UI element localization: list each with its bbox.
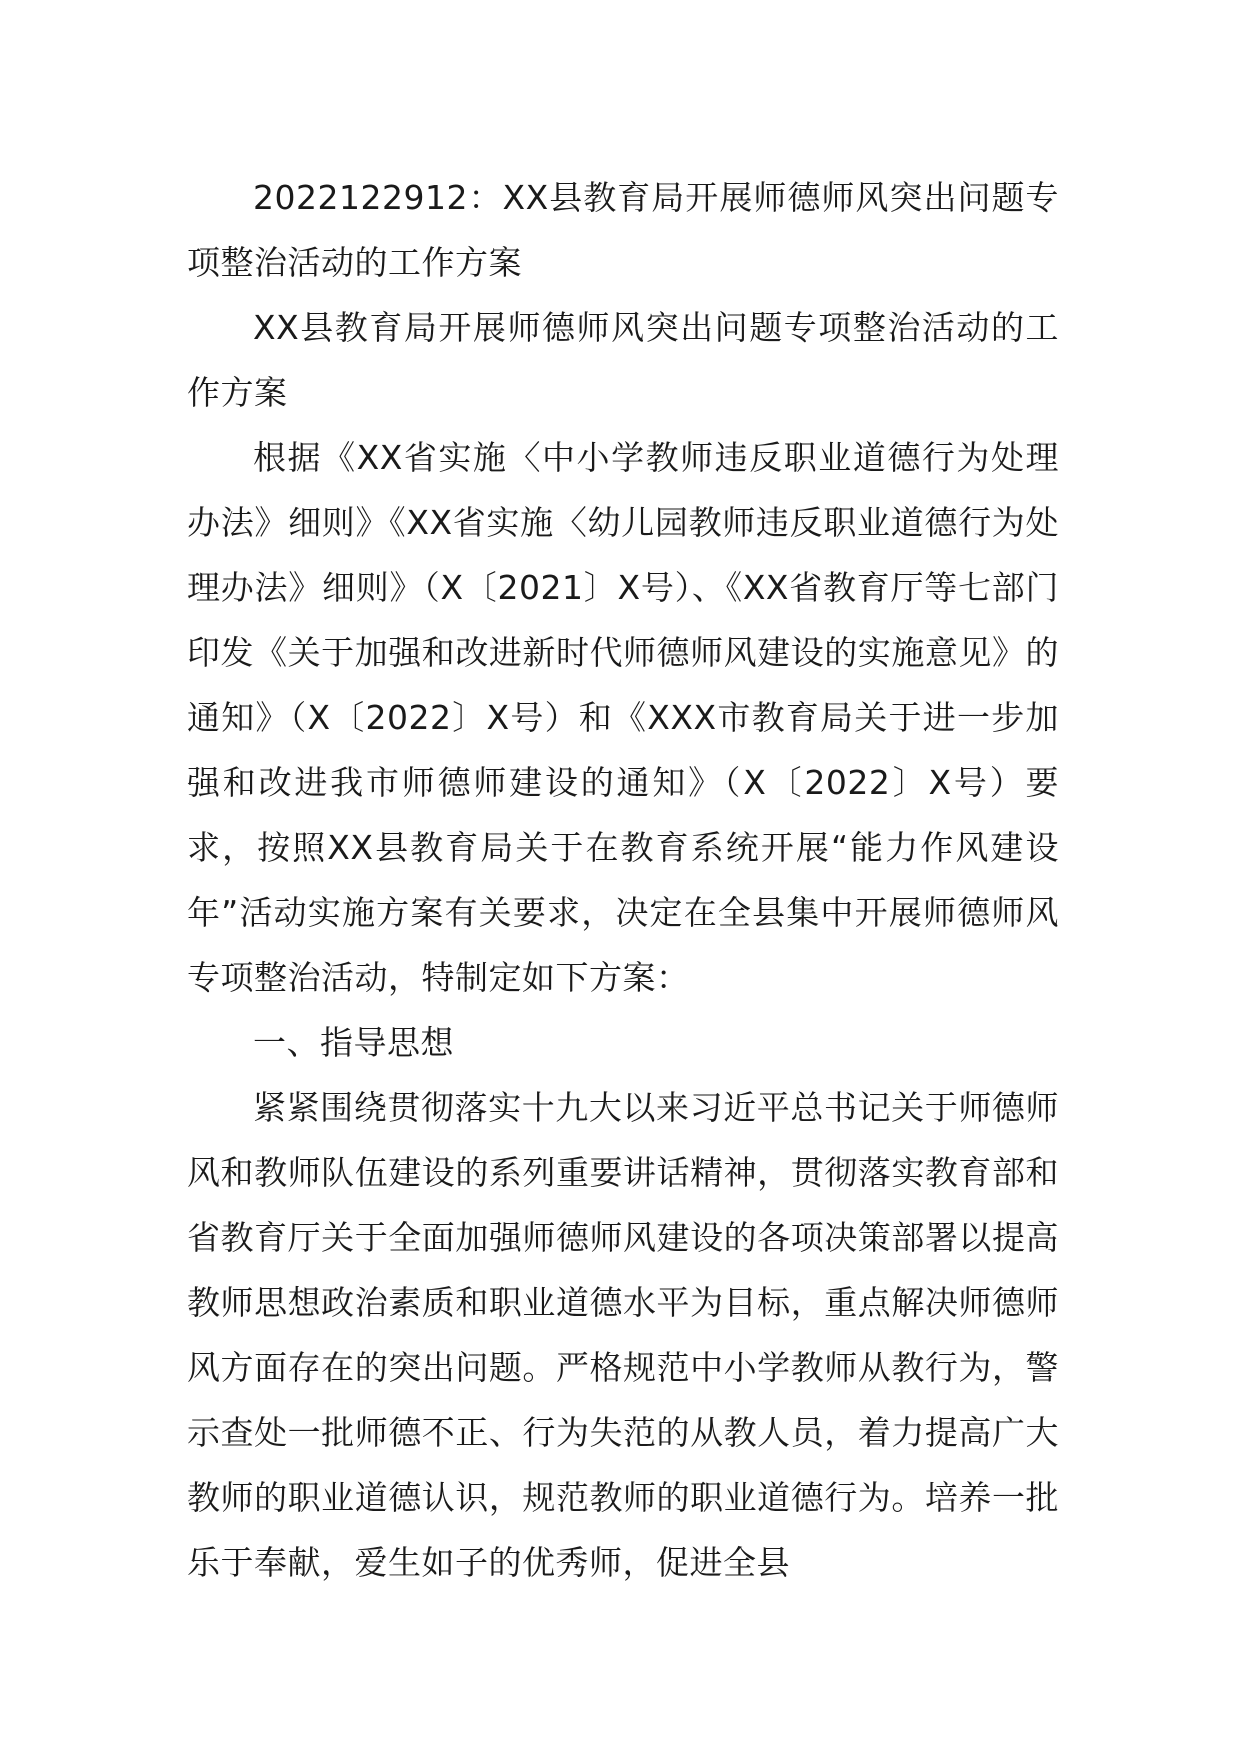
intro-paragraph: 根据《XX省实施〈中小学教师违反职业道德行为处理办法》细则》《XX省实施〈幼儿园教师违反职业道德行为处理办法》细则》（X〔2021〕X号）、《XX省教育厅等七部门印发《关于加强和改进新时代师德师风建设的实施意见》的通知》（X〔2022〕X号）和《XXX市教育局关于进一步加强和改进我市师德师建设的通知》（X〔2022〕X号）要求，按照XX县教育局关于在教育系统开展“能力作风建设年”活动实施方案有关要求，决定在全县集中开展师德师风专项整治活动，特制定如下方案： [187, 438, 1059, 997]
guiding-ideology-paragraph: 紧紧围绕贯彻落实十九大以来习近平总书记关于师德师风和教师队伍建设的系列重要讲话精神，贯彻落实教育部和省教育厅关于全面加强师德师风建设的各项决策部署以提高教师思想政治素质和职业道德水平为目标，重点解决师德师风方面存在的突出问题。严格规范中小学教师从教行为，警示查处一批师德不正、行为失范的从教人员，着力提高广大教师的职业道德认识，规范教师的职业道德行为。培养一批乐于奉献，爱生如子的优秀师，促进全县 [187, 1088, 1059, 1582]
document-subtitle: XX县教育局开展师德师风突出问题专项整治活动的工作方案 [187, 308, 1059, 412]
document-title: 2022122912：XX县教育局开展师德师风突出问题专项整治活动的工作方案 [187, 178, 1059, 282]
document-body [187, 165, 1059, 1595]
section-heading-guiding-ideology: 一、指导思想 [253, 1023, 454, 1062]
